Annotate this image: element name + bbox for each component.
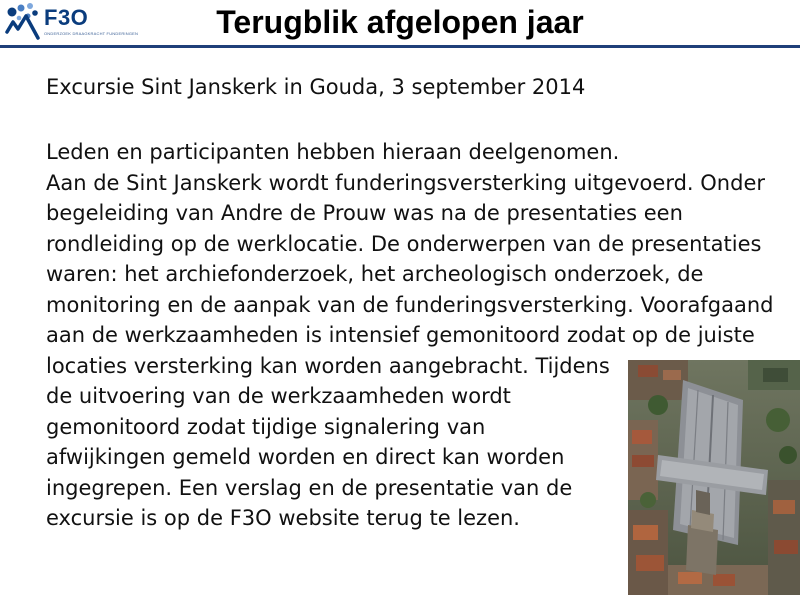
church-aerial-illustration — [628, 360, 800, 595]
body-line: excursie is op de F3O website terug te lezen. — [46, 506, 520, 530]
f3o-logo — [4, 2, 154, 44]
slide-title: Terugblik afgelopen jaar — [216, 4, 584, 40]
body-line: de uitvoering van de werkzaamheden wordt — [46, 384, 511, 408]
body-line: aan de werkzaamheden is intensief gemonitoord zodat op de juiste — [46, 323, 755, 347]
logo-text: F3O — [44, 5, 89, 30]
church-aerial-photo — [628, 360, 800, 595]
body-line: waren: het archiefonderzoek, het archeologisch onderzoek, de — [46, 262, 704, 286]
header-divider — [0, 45, 800, 48]
body-line: afwijkingen gemeld worden en direct kan worden — [46, 445, 565, 469]
excursion-heading: Excursie Sint Janskerk in Gouda, 3 september 2014 — [46, 75, 586, 99]
body-line: ingegrepen. Een verslag en de presentatie van de — [46, 475, 573, 500]
logo-mark-icon — [4, 2, 42, 42]
slide-header — [0, 0, 800, 46]
body-line: monitoring en de aanpak van de funderingsversterking. Voorafgaand — [46, 292, 774, 317]
logo-subtitle: ONDERZOEK DRAAGKRACHT FUNDERINGEN — [44, 31, 139, 36]
body-line: begeleiding van Andre de Prouw was na de presentaties een — [46, 201, 683, 225]
body-line: Aan de Sint Janskerk wordt funderingsversterking uitgevoerd. Onder — [46, 170, 765, 195]
body-line: locaties versterking kan worden aangebracht. Tijdens — [46, 353, 610, 378]
body-line: Leden en participanten hebben hieraan deelgenomen. — [46, 140, 620, 164]
body-line: rondleiding op de werklocatie. De onderwerpen van de presentaties — [46, 231, 762, 256]
body-line: gemonitoord zodat tijdige signalering van — [46, 414, 486, 439]
